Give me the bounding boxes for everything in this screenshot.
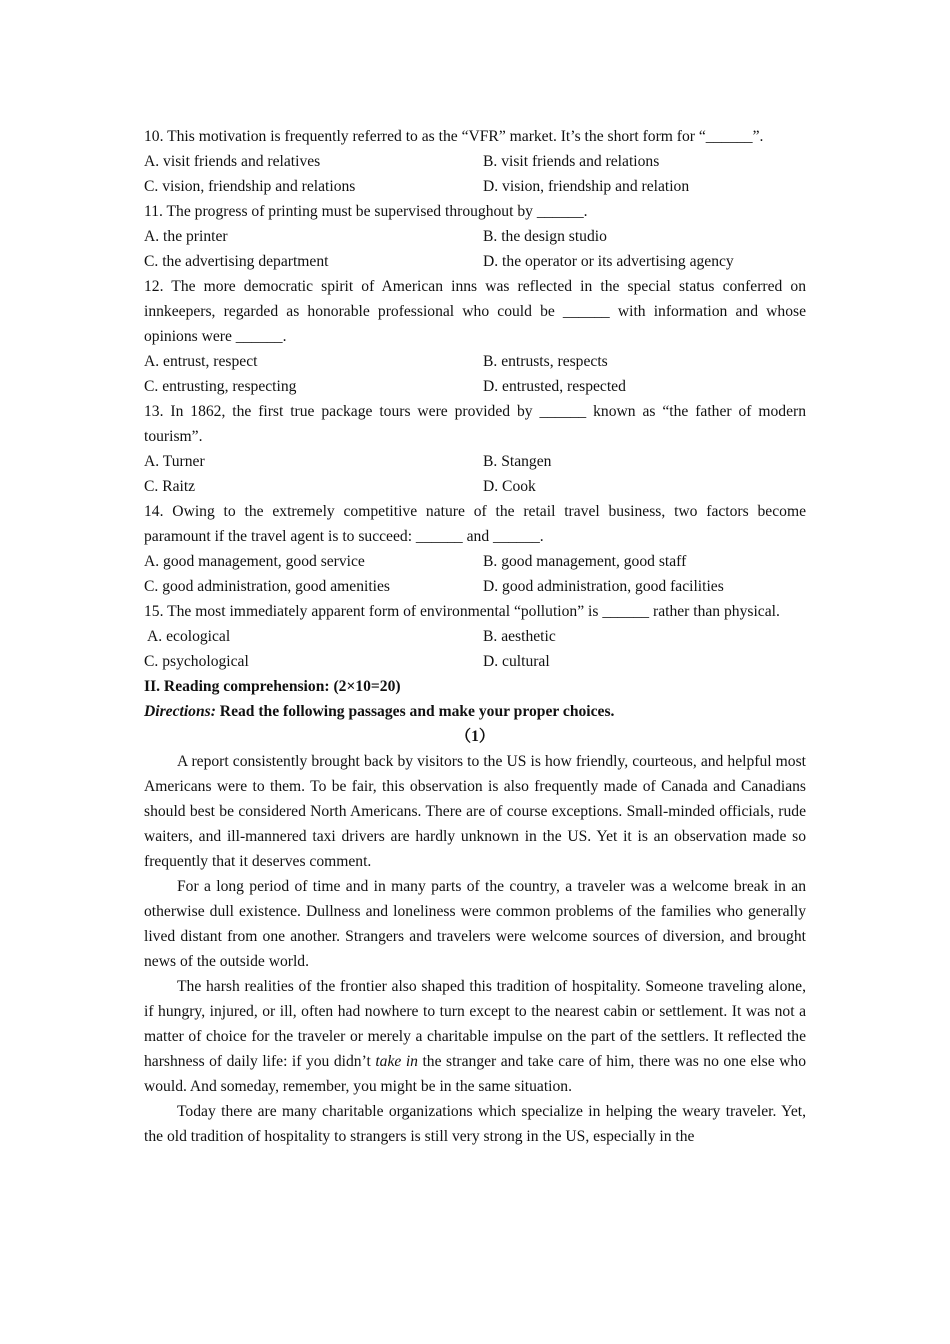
question-14-stem: 14. Owing to the extremely competitive nature of the retail travel business, two factors become paramount if the travel agent is to succeed: ______ and ______.	[144, 503, 806, 545]
question-11-option-c: C. the advertising department	[144, 253, 329, 270]
question-10-option-a: A. visit friends and relatives	[144, 153, 321, 170]
question-15-options-row-2	[144, 649, 806, 674]
question-13-option-a: A. Turner	[144, 453, 205, 470]
question-13-stem: 13. In 1862, the first true package tours were provided by ______ known as “the father of modern tourism”.	[144, 403, 806, 445]
question-15-option-b: B. aesthetic	[483, 628, 556, 645]
section-directions	[144, 699, 806, 724]
paragraph-3-text-a: The harsh realities of the frontier also shaped this tradition of hospitality. Someone traveling alone, if hungry, injured, or ill, often had nowhere to turn except to the nearest cabin or settlement. It was not a matter of choice for the traveler or merely a charitable impulse on the part of the settlers. It reflected the harshness of daily life: if you didn’t	[144, 978, 806, 1070]
question-14-options-row-2	[144, 574, 806, 599]
question-13-option-b: B. Stangen	[483, 453, 552, 470]
question-11-option-a: A. the printer	[144, 228, 228, 245]
question-14-option-b: B. good management, good staff	[483, 553, 687, 570]
question-15-option-c: C. psychological	[144, 653, 249, 670]
passage-paragraph-3	[144, 974, 806, 1099]
page-content	[144, 124, 806, 1149]
passage-paragraph-2: For a long period of time and in many parts of the country, a traveler was a welcome break in an otherwise dull existence. Dullness and loneliness were common problems of the families who generally lived distant from one another. Strangers and travelers were welcome sources of diversion, and brought news of the outside world.	[144, 878, 806, 970]
question-15-options-row-1	[144, 624, 806, 649]
question-15-option-d: D. cultural	[483, 653, 550, 670]
question-11-stem: 11. The progress of printing must be supervised throughout by ______.	[144, 203, 588, 220]
question-12-option-d: D. entrusted, respected	[483, 378, 626, 395]
paragraph-3-text-b: the stranger and take care of him, there was no one else who would. And someday, remember, you might be in the same situation.	[144, 1053, 807, 1095]
question-12-options-row-2	[144, 374, 806, 399]
paragraph-3-emphasis: take in	[375, 1053, 418, 1070]
question-12-stem: 12. The more democratic spirit of American inns was reflected in the special status conferred on innkeepers, regarded as honorable professional who could be ______ with information and whose opinions were ______.	[144, 278, 806, 345]
question-13-option-d: D. Cook	[483, 478, 536, 495]
question-15-stem: 15. The most immediately apparent form of environmental “pollution” is ______ rather than physical.	[144, 603, 780, 620]
directions-text: Read the following passages and make your proper choices.	[215, 703, 615, 720]
question-12-options-row-1	[144, 349, 806, 374]
passage-paragraph-1: A report consistently brought back by visitors to the US is how friendly, courteous, and helpful most Americans were to them. To be fair, this observation is also frequently made of Canada and Canadians should best be considered North Americans. There are of course exceptions. Small-minded officials, rude waiters, and ill-mannered taxi drivers are hardly unknown in the US. Yet it is an observation made so frequently that it deserves comment.	[144, 753, 806, 870]
section-heading: II. Reading comprehension: (2×10=20)	[144, 678, 401, 695]
question-10-option-d: D. vision, friendship and relation	[483, 178, 690, 195]
question-13-options-row-1	[144, 449, 806, 474]
question-14-option-c: C. good administration, good amenities	[144, 578, 391, 595]
question-11-options-row-2	[144, 249, 806, 274]
question-10-option-c: C. vision, friendship and relations	[144, 178, 356, 195]
question-10-option-b: B. visit friends and relations	[483, 153, 660, 170]
question-14-option-d: D. good administration, good facilities	[483, 578, 724, 595]
question-12-option-c: C. entrusting, respecting	[144, 378, 297, 395]
question-12-option-a: A. entrust, respect	[144, 353, 258, 370]
question-10-stem: 10. This motivation is frequently referred to as the “VFR” market. It’s the short form for “______”.	[144, 128, 764, 145]
question-11-options-row-1	[144, 224, 806, 249]
question-13-option-c: C. Raitz	[144, 478, 196, 495]
question-10-options-row-2	[144, 174, 806, 199]
question-12-option-b: B. entrusts, respects	[483, 353, 608, 370]
passage-number: （1）	[455, 728, 495, 745]
question-10-options-row-1	[144, 149, 806, 174]
question-11-option-b: B. the design studio	[483, 228, 607, 245]
directions-label: Directions:	[144, 703, 216, 720]
question-15-option-a: A. ecological	[144, 628, 231, 645]
question-13-options-row-2	[144, 474, 806, 499]
passage-paragraph-4: Today there are many charitable organizations which specialize in helping the weary traveler. Yet, the old tradition of hospitality to strangers is still very strong in the US, especially in the	[144, 1103, 806, 1145]
question-11-option-d: D. the operator or its advertising agency	[483, 253, 734, 270]
question-14-options-row-1	[144, 549, 806, 574]
question-14-option-a: A. good management, good service	[144, 553, 365, 570]
